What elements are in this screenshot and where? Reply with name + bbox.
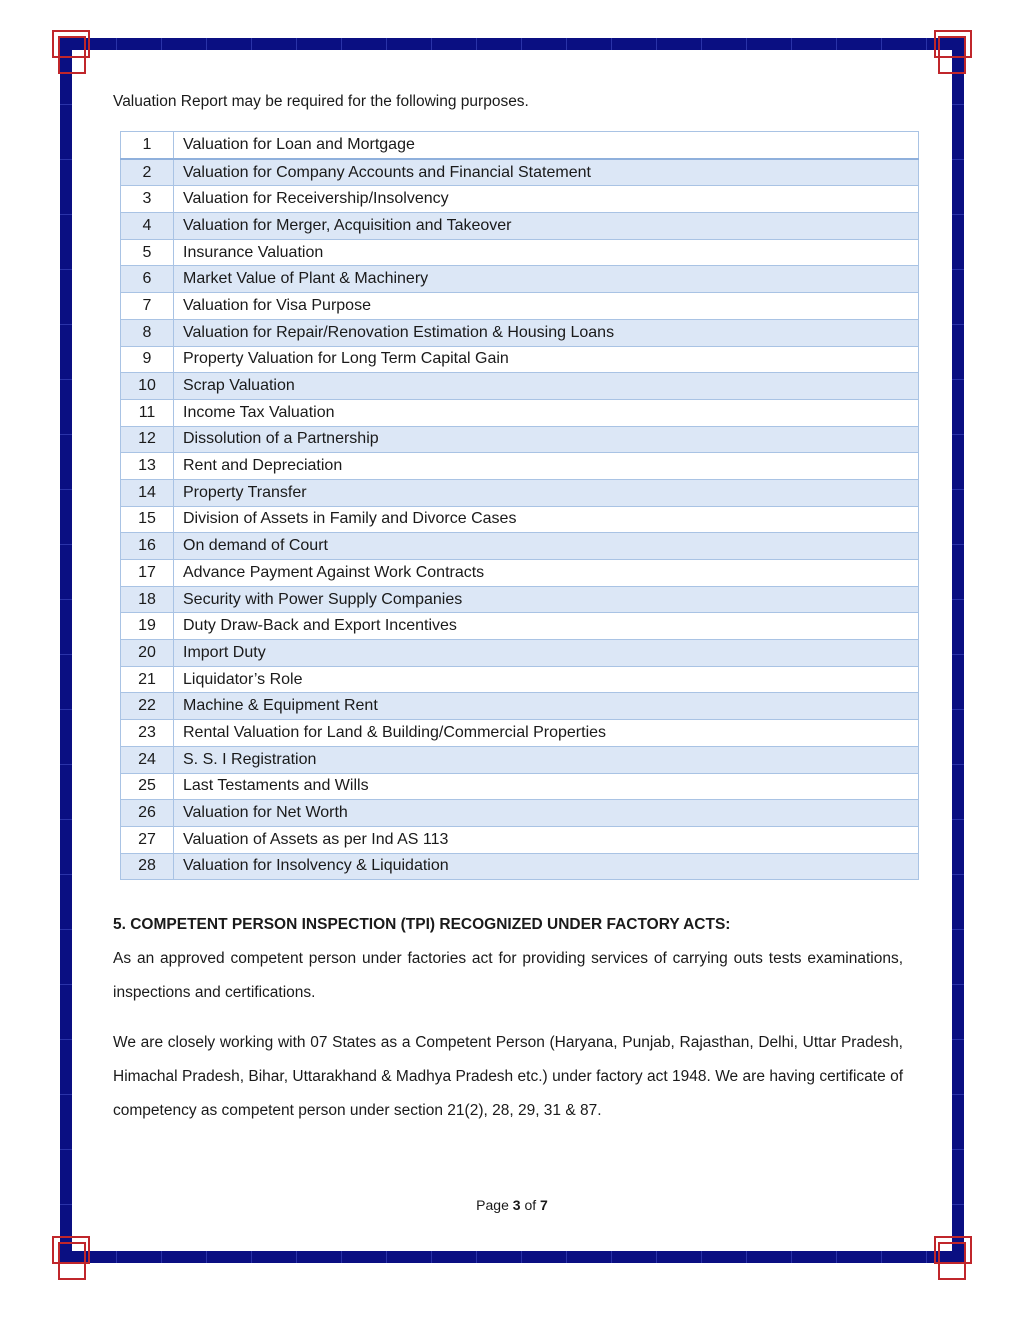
row-number: 7 (121, 293, 174, 320)
row-number: 15 (121, 506, 174, 533)
table-row (121, 266, 919, 293)
row-purpose: Valuation for Company Accounts and Financial Statement (174, 159, 919, 186)
row-number: 6 (121, 266, 174, 293)
border-right-band (952, 50, 964, 1251)
row-purpose: Duty Draw-Back and Export Incentives (174, 613, 919, 640)
table-row (121, 640, 919, 667)
table-row (121, 426, 919, 453)
row-number: 1 (121, 132, 174, 159)
row-purpose: Security with Power Supply Companies (174, 586, 919, 613)
row-purpose: Market Value of Plant & Machinery (174, 266, 919, 293)
table-row (121, 159, 919, 186)
border-left-band (60, 50, 72, 1251)
row-number: 22 (121, 693, 174, 720)
table-row (121, 693, 919, 720)
row-number: 13 (121, 453, 174, 480)
row-number: 16 (121, 533, 174, 560)
row-purpose: Property Transfer (174, 479, 919, 506)
border-top-band (72, 38, 952, 50)
corner-ornament-top-right (934, 30, 972, 68)
table-row (121, 453, 919, 480)
row-purpose: Liquidator’s Role (174, 666, 919, 693)
table-row (121, 800, 919, 827)
row-purpose: Insurance Valuation (174, 239, 919, 266)
row-number: 20 (121, 640, 174, 667)
row-number: 4 (121, 213, 174, 240)
corner-ornament-top-left (52, 30, 90, 68)
section-paragraph-2: We are closely working with 07 States as a Competent Person (Haryana, Punjab, Rajasthan, Delhi, Uttar Pradesh, Himachal Pradesh, Bihar, Uttarakhand & Madhya Pradesh etc.) under factory act 1948. We are having certificate of competency as competent person under section 21(2), 28, 29, 31 & 87. (113, 1034, 903, 1119)
page-word: Page (476, 1197, 509, 1213)
row-number: 10 (121, 373, 174, 400)
row-number: 27 (121, 826, 174, 853)
border-bottom-band (72, 1251, 952, 1263)
table-row (121, 533, 919, 560)
row-purpose: Import Duty (174, 640, 919, 667)
row-purpose: Division of Assets in Family and Divorce Cases (174, 506, 919, 533)
row-purpose: Valuation for Visa Purpose (174, 293, 919, 320)
row-purpose: Valuation for Repair/Renovation Estimation & Housing Loans (174, 319, 919, 346)
table-row (121, 399, 919, 426)
row-number: 11 (121, 399, 174, 426)
row-purpose: Advance Payment Against Work Contracts (174, 560, 919, 587)
row-number: 5 (121, 239, 174, 266)
section-paragraph-1: As an approved competent person under factories act for providing services of carrying outs tests examinations, inspections and certifications. (113, 950, 903, 1001)
row-purpose: Last Testaments and Wills (174, 773, 919, 800)
table-row (121, 560, 919, 587)
row-purpose: Income Tax Valuation (174, 399, 919, 426)
row-number: 17 (121, 560, 174, 587)
table-row (121, 319, 919, 346)
table-row (121, 239, 919, 266)
row-purpose: Valuation of Assets as per Ind AS 113 (174, 826, 919, 853)
row-purpose: Dissolution of a Partnership (174, 426, 919, 453)
row-purpose: Valuation for Net Worth (174, 800, 919, 827)
row-purpose: Property Valuation for Long Term Capital Gain (174, 346, 919, 373)
corner-ornament-bottom-right (934, 1236, 972, 1274)
row-purpose: Valuation for Receivership/Insolvency (174, 186, 919, 213)
row-number: 18 (121, 586, 174, 613)
row-purpose: Valuation for Merger, Acquisition and Takeover (174, 213, 919, 240)
of-word: of (524, 1197, 537, 1213)
row-number: 9 (121, 346, 174, 373)
row-purpose: On demand of Court (174, 533, 919, 560)
row-purpose: Valuation for Loan and Mortgage (174, 132, 919, 159)
row-number: 25 (121, 773, 174, 800)
page-current: 3 (512, 1197, 521, 1213)
row-number: 28 (121, 853, 174, 880)
row-purpose: Rent and Depreciation (174, 453, 919, 480)
table-row (121, 613, 919, 640)
row-number: 24 (121, 746, 174, 773)
table-row (121, 479, 919, 506)
page-footer (0, 1197, 1024, 1213)
corner-ornament-bottom-left (52, 1236, 90, 1274)
table-row (121, 213, 919, 240)
table-row (121, 853, 919, 880)
row-purpose: Machine & Equipment Rent (174, 693, 919, 720)
table-row (121, 666, 919, 693)
purposes-table (120, 131, 919, 880)
row-number: 14 (121, 479, 174, 506)
table-row (121, 186, 919, 213)
row-number: 3 (121, 186, 174, 213)
intro-block (113, 88, 903, 116)
row-purpose: S. S. I Registration (174, 746, 919, 773)
table-row (121, 373, 919, 400)
row-purpose: Rental Valuation for Land & Building/Commercial Properties (174, 720, 919, 747)
table-row (121, 746, 919, 773)
page-total: 7 (540, 1197, 548, 1213)
intro-text: Valuation Report may be required for the following purposes. (113, 93, 529, 110)
table-row (121, 293, 919, 320)
table-row (121, 132, 919, 159)
row-number: 19 (121, 613, 174, 640)
row-number: 12 (121, 426, 174, 453)
row-number: 26 (121, 800, 174, 827)
row-purpose: Scrap Valuation (174, 373, 919, 400)
table-row (121, 586, 919, 613)
row-number: 8 (121, 319, 174, 346)
section-5 (113, 914, 903, 1128)
row-number: 21 (121, 666, 174, 693)
row-number: 2 (121, 159, 174, 186)
table-row (121, 773, 919, 800)
table-row (121, 720, 919, 747)
row-purpose: Valuation for Insolvency & Liquidation (174, 853, 919, 880)
table-row (121, 346, 919, 373)
row-number: 23 (121, 720, 174, 747)
section-heading: 5. COMPETENT PERSON INSPECTION (TPI) RECOGNIZED UNDER FACTORY ACTS: (113, 916, 731, 933)
table-row (121, 826, 919, 853)
table-row (121, 506, 919, 533)
